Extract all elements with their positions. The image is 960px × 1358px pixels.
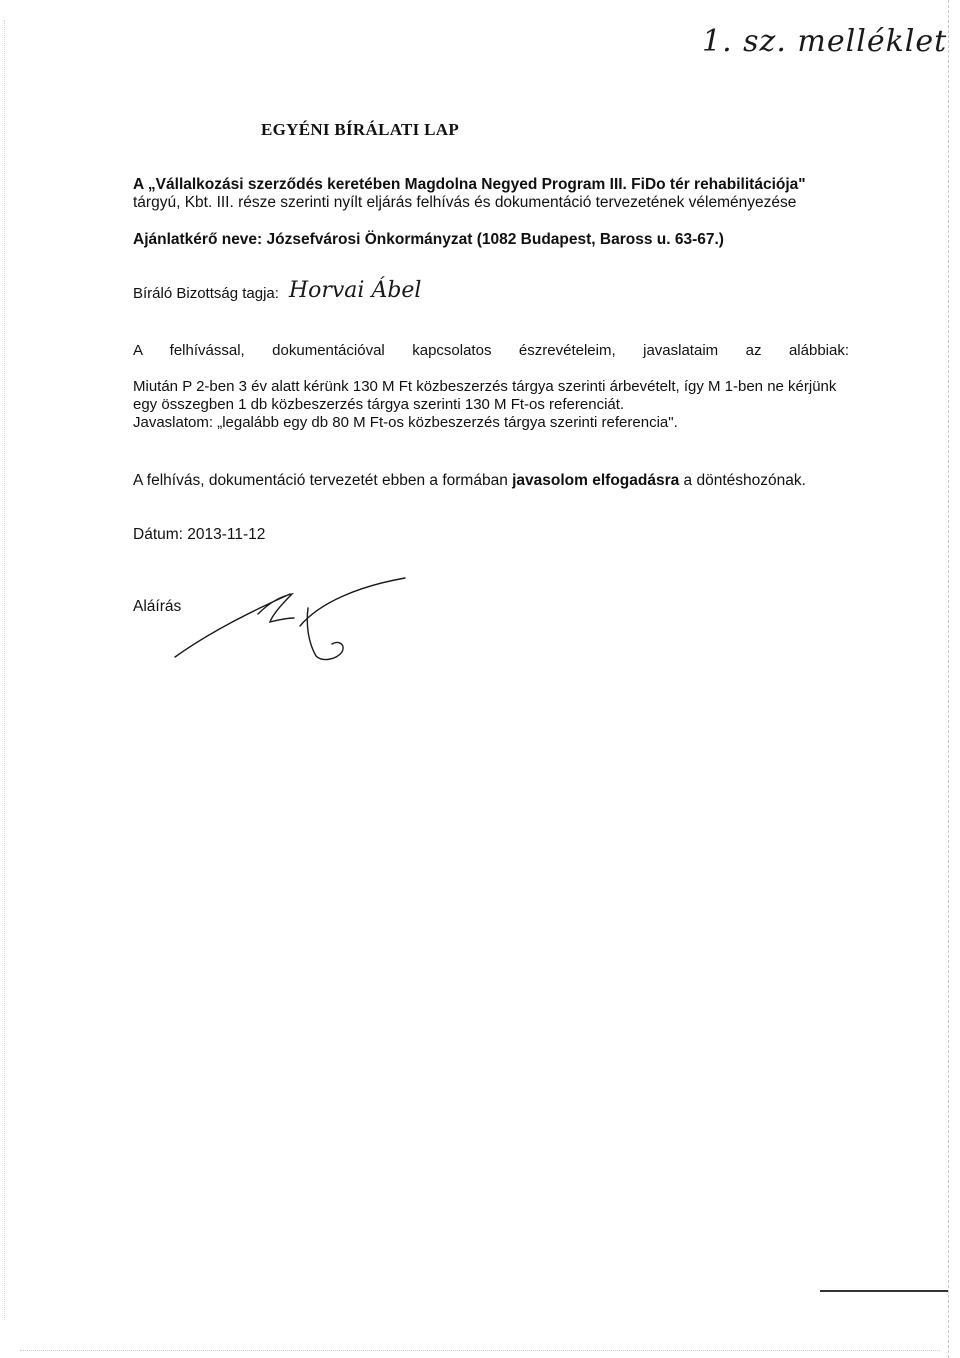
subject-line-2: tárgyú, Kbt. III. része szerinti nyílt eljárás felhívás és dokumentáció tervezetének véleményezése	[133, 194, 797, 211]
subject-line-1: A „Vállalkozási szerződés keretében Magdolna Negyed Program III. FiDo tér rehabilitációja"	[133, 176, 806, 193]
committee-member-name-handwritten: Horvai Ábel	[288, 278, 422, 303]
scan-edge-left	[4, 20, 6, 1320]
conclusion-text-after: a döntéshozónak.	[679, 472, 806, 489]
scan-speckle-bottom	[20, 1350, 940, 1352]
date-row	[133, 526, 265, 544]
conclusion	[133, 472, 806, 490]
date-label: Dátum:	[133, 526, 183, 543]
remarks-intro: A felhívással, dokumentációval kapcsolatos észrevételeim, javaslataim az alábbiak:	[133, 342, 849, 359]
handwritten-signature	[170, 572, 410, 672]
signature-label: Aláírás	[133, 598, 182, 615]
remark-line: egy összegben 1 db közbeszerzés tárgya szerinti 130 M Ft-os referenciát.	[133, 396, 625, 413]
document-title: EGYÉNI BÍRÁLATI LAP	[260, 120, 460, 139]
bottom-rule	[820, 1290, 948, 1292]
date-value: 2013-11-12	[187, 526, 266, 543]
scan-edge-right	[948, 0, 950, 1358]
committee-member-row	[133, 280, 421, 302]
contracting-authority: Ajánlatkérő neve: Józsefvárosi Önkormányzat (1082 Budapest, Baross u. 63-67.)	[133, 231, 724, 248]
committee-member-label: Bíráló Bizottság tagja:	[133, 285, 279, 302]
conclusion-text-before: A felhívás, dokumentáció tervezetét ebben a formában	[133, 472, 513, 489]
conclusion-emphasis: javasolom elfogadásra	[512, 472, 680, 489]
remark-line: Javaslatom: „legalább egy db 80 M Ft-os közbeszerzés tárgya szerinti referencia".	[133, 414, 678, 431]
annex-note-handwritten: 1. sz. melléklet	[702, 24, 948, 59]
remark-line: Miután P 2-ben 3 év alatt kérünk 130 M Ft közbeszerzés tárgya szerinti árbevételt, így M 1-ben ne kérjünk	[133, 378, 837, 395]
remarks-body	[133, 378, 873, 432]
